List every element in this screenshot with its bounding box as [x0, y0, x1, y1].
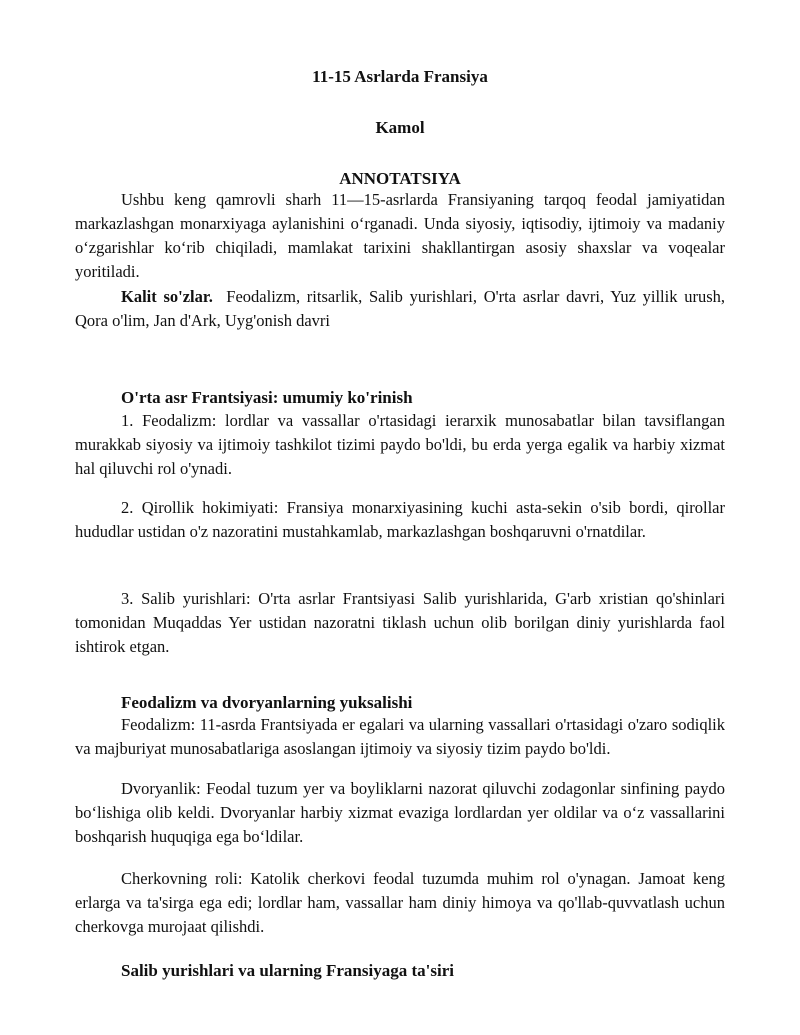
paragraph-royal-power: 2. Qirollik hokimiyati: Fransiya monarxiyasining kuchi asta-sekin o'sib bordi, qirollar hududlar ustidan o'z nazoratini mustahkamlab, markazlashgan boshqaruvni o'rnatdilar.: [75, 498, 725, 541]
keywords-label: Kalit so'zlar.: [121, 287, 213, 306]
paragraph-nobility: Dvoryanlik: Feodal tuzum yer va boyliklarni nazorat qiluvchi zodagonlar sinfining paydo boʻlishiga olib keldi. Dvoryanlar harbiy xizmat evaziga lordlardan yer oldilar va oʻz vassallarini boshqarish huquqiga ega boʻldilar.: [75, 779, 725, 846]
abstract-heading: ANNOTATSIYA: [339, 169, 461, 188]
section-heading-crusades-impact: Salib yurishlari va ularning Fransiyaga ta'siri: [121, 961, 454, 980]
document-title: 11-15 Asrlarda Fransiya: [312, 67, 488, 86]
section-heading-medieval-france: O'rta asr Frantsiyasi: umumiy ko'rinish: [121, 388, 413, 407]
keywords-paragraph: [75, 285, 725, 333]
keywords-text: Feodalizm, ritsarlik, Salib yurishlari, O'rta asrlar davri, Yuz yillik urush, Qora o'lim, Jan d'Ark, Uyg'onish davri: [75, 287, 725, 330]
abstract-text: Ushbu keng qamrovli sharh 11—15-asrlarda Fransiyaning tarqoq feodal jamiyatidan markazlashgan monarxiyaga aylanishini oʻrganadi. Unda siyosiy, iqtisodiy, ijtimoiy va madaniy oʻzgarishlar koʻrib chiqiladi, mamlakat tarixini shakllantirgan asosiy shaxslar va voqealar yoritiladi.: [75, 190, 725, 281]
paragraph-church-role: Cherkovning roli: Katolik cherkovi feodal tuzumda muhim rol o'ynagan. Jamoat keng erlarga va ta'sirga ega edi; lordlar ham, vassallar ham diniy himoya va qo'llab-quvvatlash uchun cherkovga murojaat qilishdi.: [75, 869, 725, 936]
author-name: Kamol: [375, 118, 425, 137]
paragraph-feudalism-definition: Feodalizm: 11-asrda Frantsiyada er egalari va ularning vassallari o'rtasidagi o'zaro sodiqlik va majburiyat munosabatlariga asoslangan ijtimoiy va siyosiy tizim paydo bo'ldi.: [75, 715, 725, 758]
section-heading-feudalism-nobility: Feodalizm va dvoryanlarning yuksalishi: [121, 693, 413, 712]
paragraph-crusades: 3. Salib yurishlari: O'rta asrlar Frantsiyasi Salib yurishlarida, G'arb xristian qo'shinlari tomonidan Muqaddas Yer ustidan nazoratni tiklash uchun olib borilgan diniy yurishlarda faol ishtirok etgan.: [75, 589, 725, 656]
paragraph-feudalism: 1. Feodalizm: lordlar va vassallar o'rtasidagi ierarxik munosabatlar bilan tavsiflangan murakkab siyosiy va ijtimoiy tashkilot tizimi paydo bo'ldi, bu erda yerga egalik va harbiy xizmat hal qiluvchi rol o'ynadi.: [75, 411, 725, 478]
